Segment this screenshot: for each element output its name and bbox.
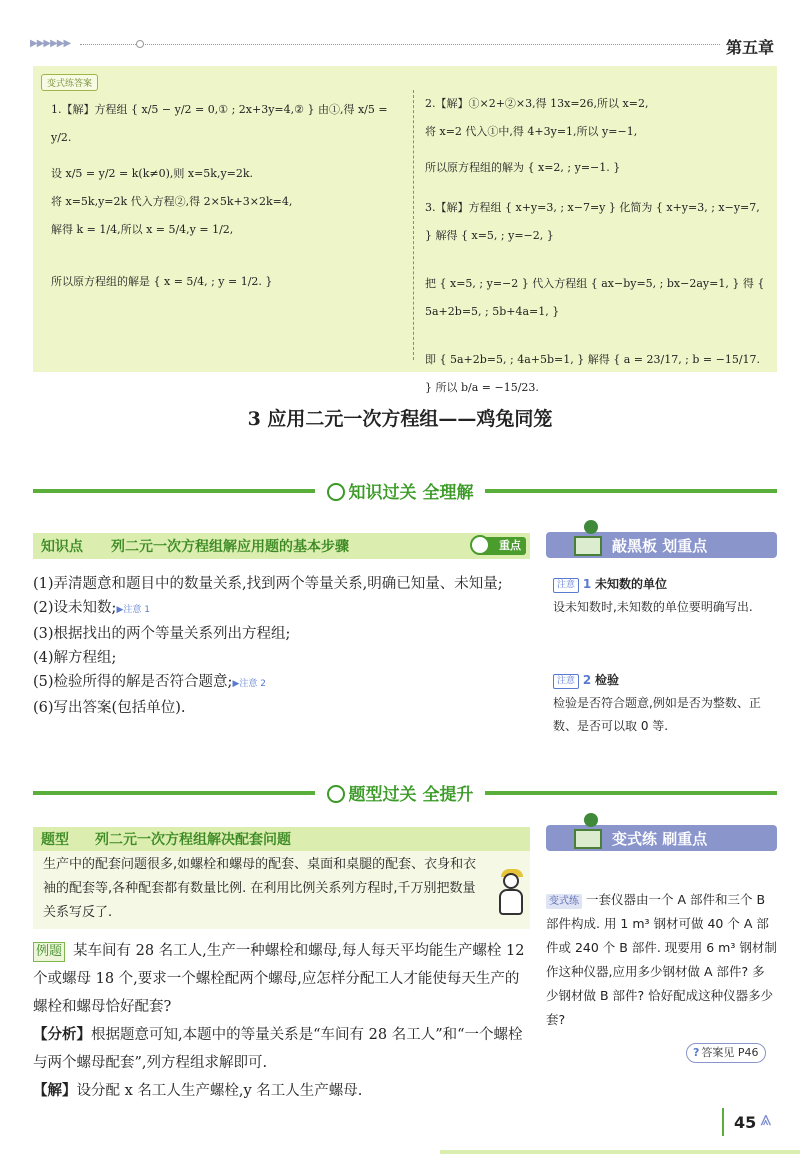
step-3: (3)根据找出的两个等量关系列出方程组;	[33, 626, 291, 642]
analysis-text: 根据题意可知,本题中的等量关系是“车间有 28 名工人”和“一个螺栓与两个螺母配套”,列方程组求解即可.	[33, 1027, 523, 1071]
thinker-figure-icon	[495, 873, 527, 929]
solution-2-line-1: 2.【解】①×2+②×3,得 13x=26,所以 x=2,	[425, 97, 649, 110]
note-1-title: 未知数的单位	[595, 577, 668, 591]
solution-1-line-3: 将 x=5k,y=2k 代入方程②,得 2×5k+3×2k=4,	[51, 195, 293, 208]
note-2-tag: 注意	[553, 674, 579, 689]
type-intro-text: 生产中的配套问题很多,如螺栓和螺母的配套、桌面和桌腿的配套、衣身和衣袖的配套等,各种配套都有数量比例. 在利用比例关系列方程时,千万别把数量关系写反了.	[43, 857, 477, 920]
step-6: (6)写出答案(包括单位).	[33, 700, 186, 716]
type-label: 题型	[41, 832, 69, 848]
header-arrows: ▶▶▶▶▶▶	[30, 38, 71, 49]
header-rule	[80, 44, 720, 45]
section-title: 3 应用二元一次方程组——鸡兔同笼	[247, 408, 553, 430]
type-intro-box	[33, 851, 530, 929]
variation-question	[546, 888, 777, 1032]
step-2-text: (2)设未知数;	[33, 600, 117, 616]
header-circle-ornament	[136, 40, 144, 48]
solution-3-line-2: 把 { x=5, ; y=−2 } 代入方程组 { ax−by=5, ; bx−2ay=1, } 得 { 5a+2b=5, ; 5b+4a=1, }	[425, 277, 765, 318]
answer-box	[33, 66, 777, 394]
solution-2-line-3: 所以原方程组的解为 { x=2, ; y=−1. }	[425, 161, 621, 174]
swirl-icon	[327, 483, 345, 501]
type-title: 列二元一次方程组解决配套问题	[95, 832, 291, 848]
page-number-bar	[722, 1108, 724, 1136]
banner-1-label: 知识过关 全理解	[348, 483, 474, 503]
chapter-label: 第五章	[726, 38, 775, 57]
example-question	[33, 937, 530, 1021]
note-2	[553, 669, 777, 738]
blackboard-figure-icon	[574, 534, 610, 560]
answer-reference[interactable]	[686, 1043, 766, 1063]
solution-1-line-1: 1.【解】方程组 { x/5 − y/2 = 0,① ; 2x+3y=4,② } 由①,得 x/5 = y/2.	[51, 103, 388, 144]
solution-3-line-1: 3.【解】方程组 { x+y=3, ; x−7=y } 化简为 { x+y=3, ; x−y=7, } 解得 { x=5, ; y=−2, }	[425, 201, 760, 242]
step-5-text: (5)检验所得的解是否符合题意;	[33, 674, 233, 690]
solution-3	[425, 194, 770, 402]
variation-text: 一套仪器由一个 A 部件和三个 B 部件构成. 用 1 m³ 钢材可做 40 个 A 部件或 240 个 B 部件. 现要用 6 m³ 钢材制作这种仪器,应用多少钢材做 A 部件? 多少钢材做 B 部件? 恰好配成这种仪器多少套?	[546, 892, 777, 1027]
note-2-link[interactable]: ▶注意 2	[232, 679, 266, 689]
knowledge-point-bar	[33, 533, 530, 559]
analysis-label: 【分析】	[33, 1026, 91, 1043]
variation-header-label: 变式练 刷重点	[612, 830, 708, 848]
board-icon	[574, 536, 602, 556]
solution	[33, 1077, 530, 1105]
solution-1-line-2: 设 x/5 = y/2 = k(k≠0),则 x=5k,y=2k.	[51, 167, 254, 180]
solution-text: 设分配 x 名工人生产螺栓,y 名工人生产螺母.	[76, 1083, 363, 1099]
puzzle-icon	[327, 785, 345, 803]
note-2-body: 检验是否符合题意,例如是否为整数、正数、是否可以取 0 等.	[553, 696, 761, 733]
solution-2-line-2: 将 x=2 代入①中,得 4+3y=1,所以 y=−1,	[425, 125, 638, 138]
knowledge-point-title: 列二元一次方程组解应用题的基本步骤	[111, 539, 349, 555]
note-2-title: 检验	[595, 673, 620, 687]
key-point-badge-label: 重点	[499, 539, 521, 552]
key-point-badge	[476, 537, 526, 555]
thinker-body-icon	[499, 889, 523, 915]
question-mark-icon: ?	[693, 1046, 700, 1059]
note-1	[553, 573, 777, 619]
page-number: 45	[734, 1113, 757, 1132]
note-2-number: 2	[582, 673, 592, 687]
note-1-link[interactable]: ▶注意 1	[116, 605, 150, 615]
board-icon	[574, 829, 602, 849]
example-text: 某车间有 28 名工人,生产一种螺栓和螺母,每人每天平均能生产螺栓 12 个或螺母 18 个,要求一个螺栓配两个螺母,应怎样分配工人才能使每天生产的螺栓和螺母恰好配套?	[33, 943, 525, 1015]
solution-1-line-4: 解得 k = 1/4,所以 x = 5/4,y = 1/2,	[51, 223, 234, 236]
target-icon	[470, 535, 490, 555]
answer-divider	[413, 90, 414, 360]
footer-band	[440, 1150, 800, 1154]
note-1-body: 设未知数时,未知数的单位要明确写出.	[553, 600, 753, 614]
example-block	[33, 937, 530, 1105]
variation-tag: 变式练	[546, 894, 582, 909]
steps-list	[33, 572, 530, 720]
note-1-tag: 注意	[553, 578, 579, 593]
compass-logo-icon: ⩓	[760, 1106, 772, 1130]
note-1-heading	[553, 573, 777, 596]
figure-head-icon	[584, 520, 598, 534]
analysis	[33, 1021, 530, 1077]
answer-reference-label: 答案见 P46	[701, 1046, 759, 1059]
solution-1	[51, 96, 403, 296]
solution-label: 【解】	[33, 1082, 77, 1099]
banner-2-pill	[315, 780, 486, 805]
example-tag: 例题	[33, 942, 65, 962]
banner-2-label: 题型过关 全提升	[348, 785, 474, 805]
figure-head-icon	[584, 813, 598, 827]
variation-figure-icon	[574, 827, 610, 853]
note-2-heading	[553, 669, 777, 692]
banner-1	[0, 478, 800, 503]
solution-3-line-3: 即 { 5a+2b=5, ; 4a+5b=1, } 解得 { a = 23/17, ; b = −15/17. } 所以 b/a = −15/23.	[425, 353, 761, 394]
solution-2	[425, 90, 770, 182]
blackboard-header-label: 敲黑板 划重点	[612, 537, 708, 555]
step-5	[33, 670, 530, 696]
type-bar	[33, 827, 530, 851]
solution-1-line-5: 所以原方程组的解是 { x = 5/4, ; y = 1/2. }	[51, 275, 273, 288]
knowledge-point-label: 知识点	[41, 539, 83, 555]
banner-1-pill	[315, 478, 486, 503]
answer-tag: 变式练答案	[41, 74, 98, 91]
thinker-head-icon	[503, 873, 519, 889]
note-1-number: 1	[582, 577, 592, 591]
step-1: (1)弄清题意和题目中的数量关系,找到两个等量关系,明确已知量、未知量;	[33, 576, 503, 592]
step-2	[33, 596, 530, 622]
banner-2	[0, 780, 800, 805]
step-4: (4)解方程组;	[33, 650, 117, 666]
